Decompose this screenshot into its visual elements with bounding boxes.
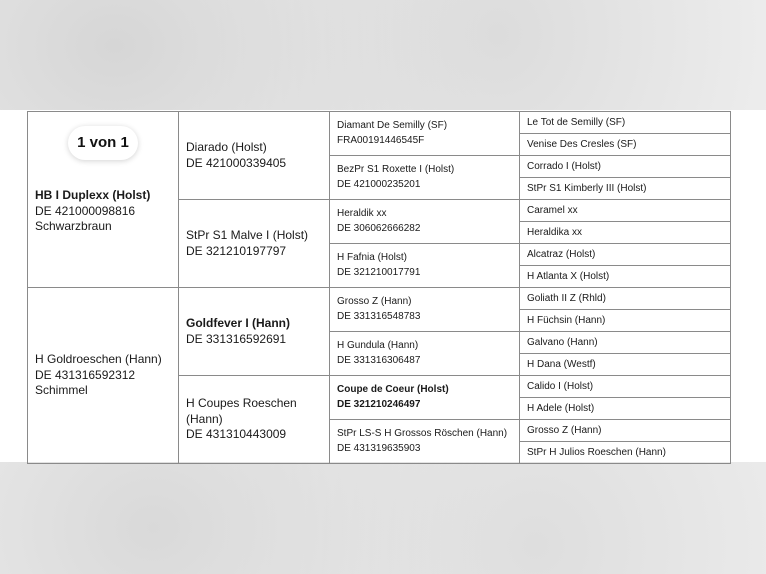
dam-name: H Goldroeschen (Hann) <box>35 352 162 367</box>
gen4-cell: H Füchsin (Hann) <box>520 310 731 332</box>
gen2-cell <box>179 200 330 288</box>
pedigree-table <box>27 111 731 464</box>
gen3-reg: DE 421000235201 <box>337 178 421 190</box>
sire-name: Diarado (Holst) <box>186 140 267 154</box>
gen3-name: Heraldik xx <box>337 208 387 219</box>
gen2-name: Goldfever I (Hann) <box>186 316 291 330</box>
gen4-cell: Grosso Z (Hann) <box>520 420 731 442</box>
gen4-cell: H Dana (Westf) <box>520 354 731 376</box>
gen3-reg: DE 331316306487 <box>337 354 421 366</box>
gen3-reg: FRA00191446545F <box>337 134 425 146</box>
gen4-cell: Alcatraz (Holst) <box>520 244 731 266</box>
gen3-reg: DE 431319635903 <box>337 442 421 454</box>
gen3-name: H Fafnia (Holst) <box>337 252 408 263</box>
gen3-cell <box>330 332 520 376</box>
gen3-reg: DE 321210017791 <box>337 266 421 278</box>
gen4-cell: Goliath II Z (Rhld) <box>520 288 731 310</box>
gen3-reg: DE 306062666282 <box>337 222 421 234</box>
gen3-reg: DE 321210246497 <box>337 398 421 410</box>
gen4-cell: Heraldika xx <box>520 222 731 244</box>
gen3-name: Diamant De Semilly (SF) <box>337 120 448 131</box>
gen4-cell: Venise Des Cresles (SF) <box>520 134 731 156</box>
gen3-cell <box>330 420 520 464</box>
gen3-cell <box>330 200 520 244</box>
subject-color: Schwarzbraun <box>35 219 112 234</box>
gen4-cell: StPr H Julios Roeschen (Hann) <box>520 442 731 464</box>
gen2-reg: DE 431310443009 <box>186 427 287 442</box>
gen3-name: Grosso Z (Hann) <box>337 296 412 307</box>
gen3-cell <box>330 244 520 288</box>
gen4-cell: Galvano (Hann) <box>520 332 731 354</box>
gen4-cell: Le Tot de Semilly (SF) <box>520 112 731 134</box>
gen4-cell: Calido I (Holst) <box>520 376 731 398</box>
dam-reg: DE 431316592312 <box>35 367 136 382</box>
gen3-name: H Gundula (Hann) <box>337 340 419 351</box>
gen3-cell <box>330 112 520 156</box>
gen3-name: StPr LS-S H Grossos Röschen (Hann) <box>337 428 508 439</box>
gen2-cell <box>179 288 330 376</box>
gen3-cell <box>330 156 520 200</box>
dam-color: Schimmel <box>35 383 88 398</box>
gen2-cell <box>179 376 330 464</box>
image-counter-pill: 1 von 1 <box>68 126 138 160</box>
gen4-cell: Caramel xx <box>520 200 731 222</box>
gen4-cell: Corrado I (Holst) <box>520 156 731 178</box>
gen2-reg: DE 321210197797 <box>186 243 287 258</box>
sire-cell <box>179 112 330 200</box>
gen3-name: BezPr S1 Roxette I (Holst) <box>337 164 455 175</box>
gen4-cell: H Adele (Holst) <box>520 398 731 420</box>
gen2-name: StPr S1 Malve I (Holst) <box>186 228 309 242</box>
gen3-cell <box>330 288 520 332</box>
sire-reg: DE 421000339405 <box>186 155 287 170</box>
subject-reg: DE 421000098816 <box>35 203 136 218</box>
gen3-name: Coupe de Coeur (Holst) <box>337 384 449 395</box>
gen2-reg: DE 331316592691 <box>186 331 287 346</box>
gen3-cell <box>330 376 520 420</box>
gen4-cell: StPr S1 Kimberly III (Holst) <box>520 178 731 200</box>
gen4-cell: H Atlanta X (Holst) <box>520 266 731 288</box>
gen2-name: H Coupes Roeschen (Hann) <box>186 396 297 426</box>
gen3-reg: DE 331316548783 <box>337 310 421 322</box>
subject-name: HB I Duplexx (Holst) <box>35 188 151 203</box>
dam-cell <box>28 288 179 464</box>
